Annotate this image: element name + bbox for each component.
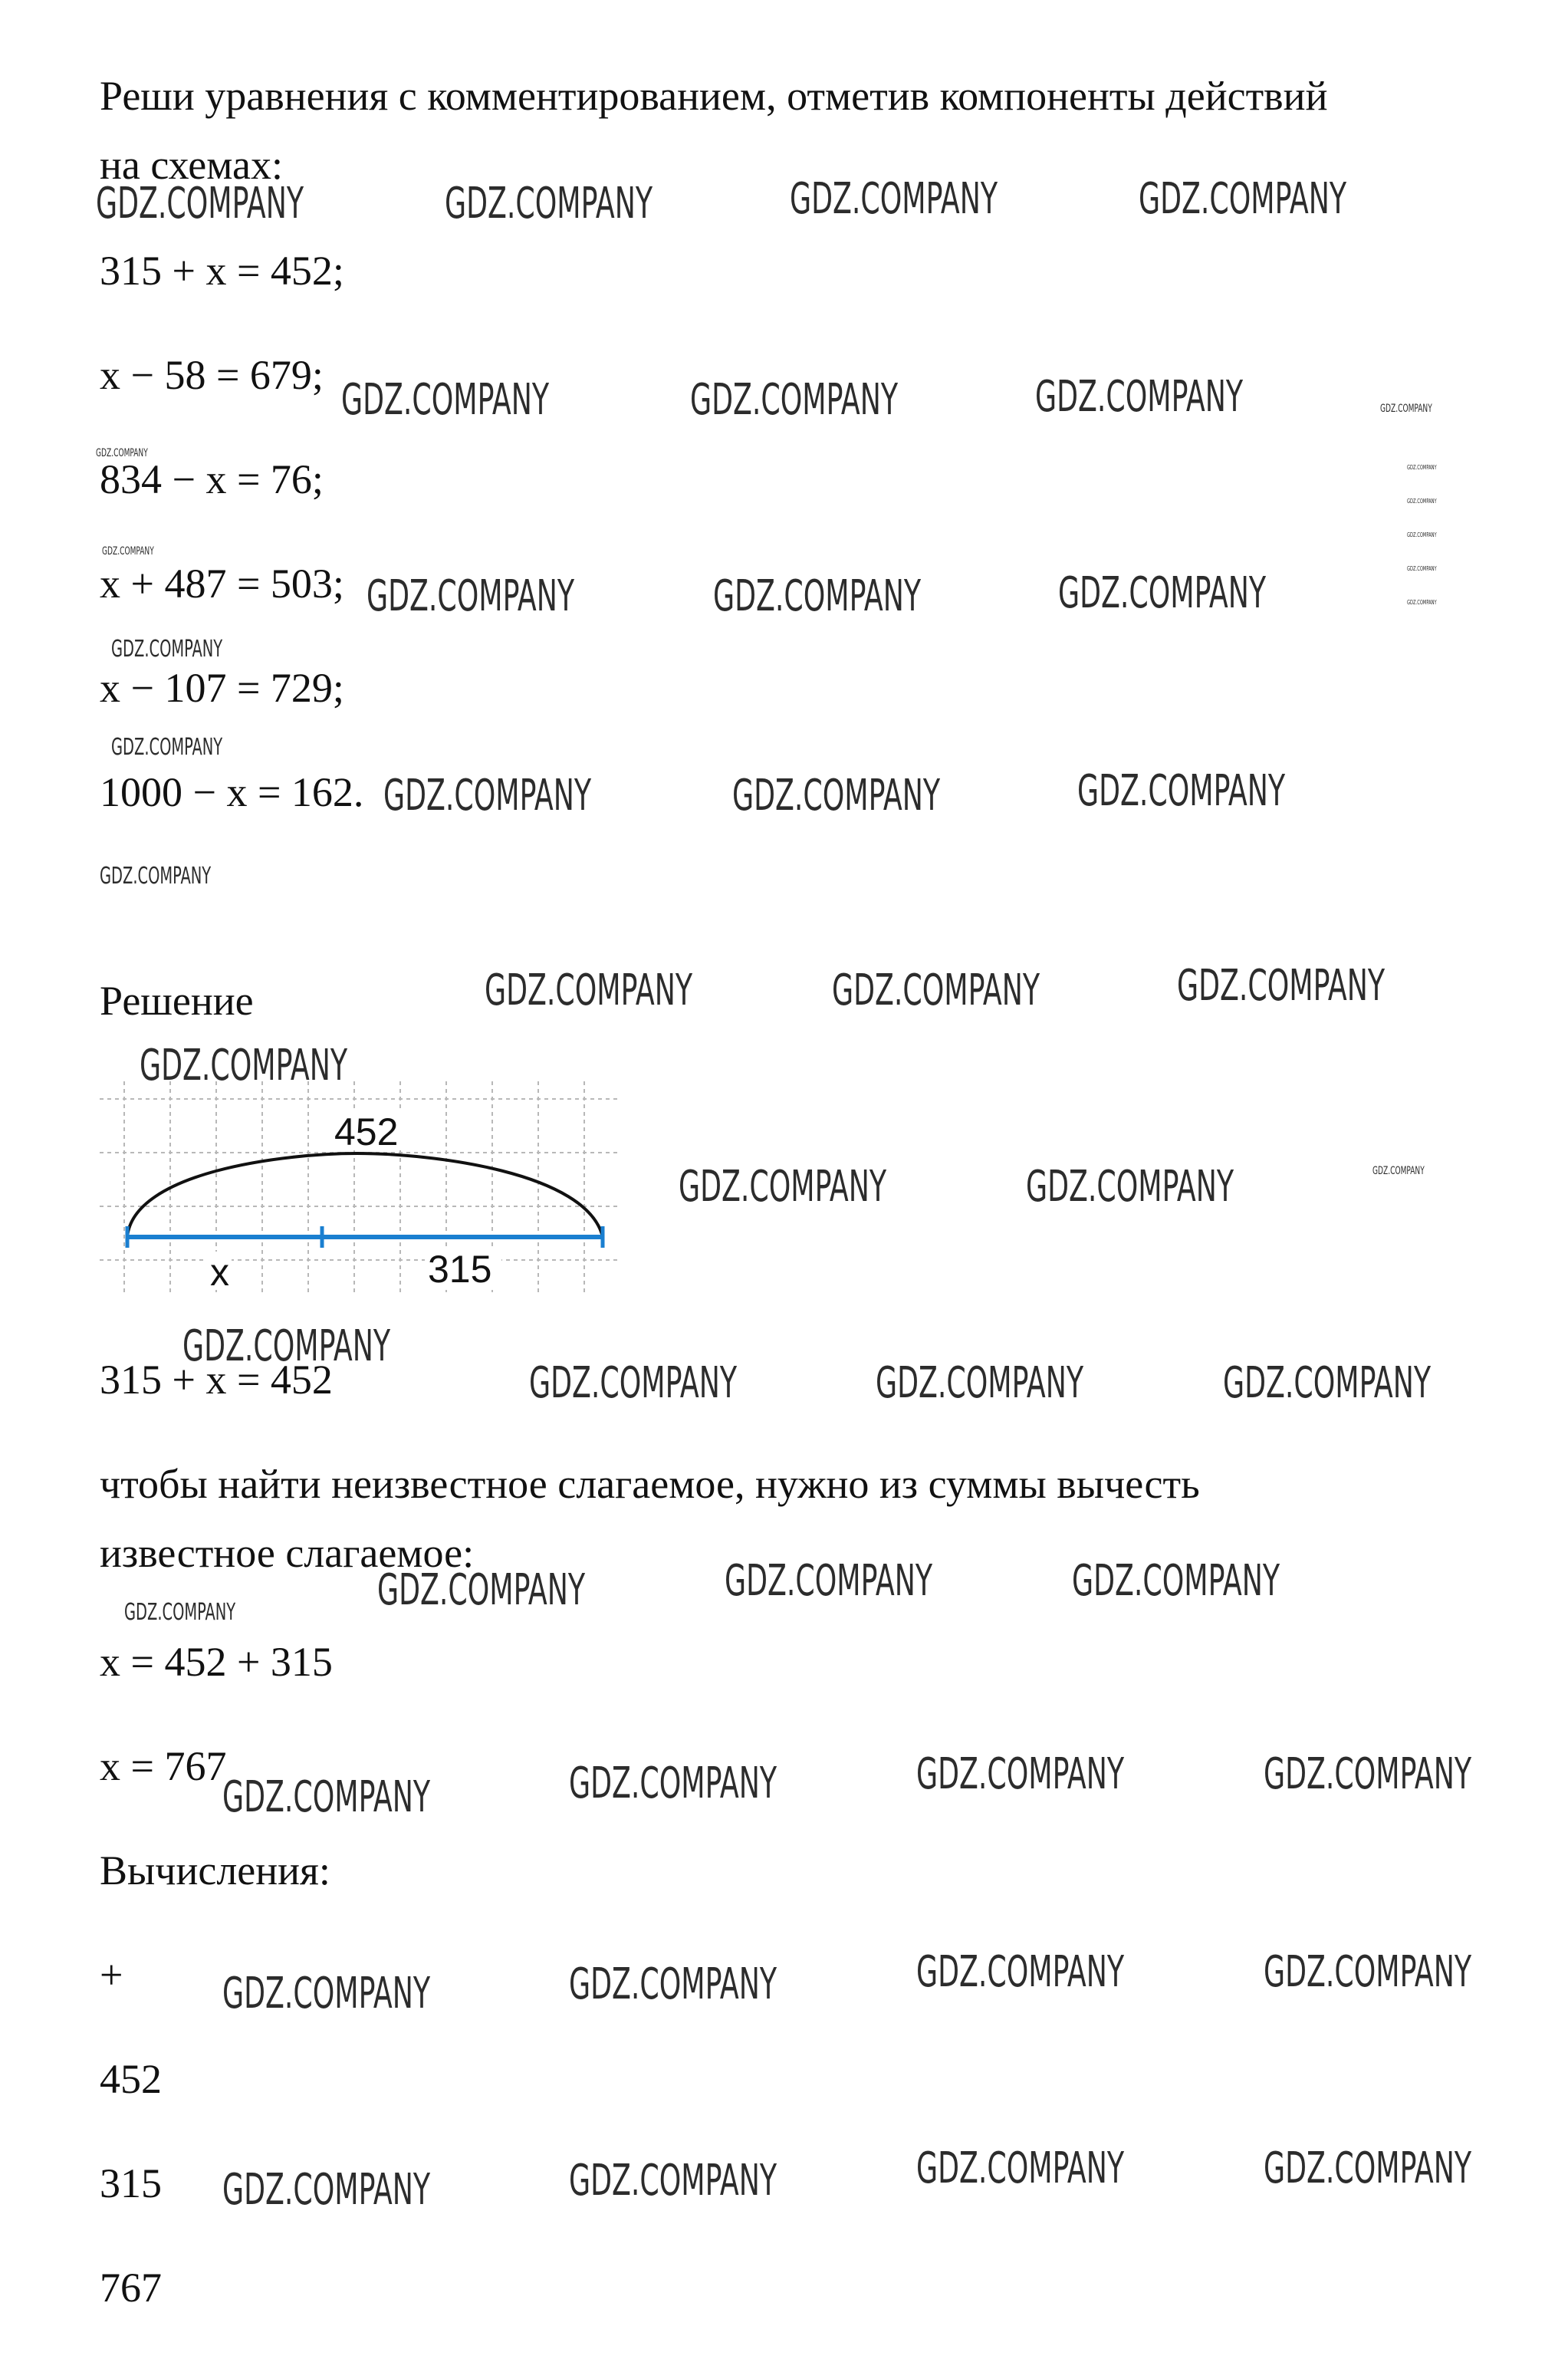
watermark: GDZ.COMPANY xyxy=(377,1565,585,1615)
watermark: GDZ.COMPANY xyxy=(1264,2143,1471,2193)
watermark: GDZ.COMPANY xyxy=(1058,568,1266,618)
watermark: GDZ.COMPANY xyxy=(367,571,574,621)
solution-heading: Решение xyxy=(100,978,254,1024)
watermark: GDZ.COMPANY xyxy=(445,179,653,229)
watermark: GDZ.COMPANY xyxy=(1035,372,1243,422)
solution-step-1: x = 452 + 315 xyxy=(100,1639,333,1685)
sum-scheme-diagram xyxy=(100,1074,636,1304)
known-part-label: 315 xyxy=(428,1248,492,1291)
watermark: GDZ.COMPANY xyxy=(569,1959,777,2009)
watermark: GDZ.COMPANY xyxy=(341,375,549,425)
solution-equation: 315 + x = 452 xyxy=(100,1357,333,1403)
watermark: GDZ.COMPANY xyxy=(383,771,591,821)
watermark: GDZ.COMPANY xyxy=(1223,1358,1431,1408)
watermark: GDZ.COMPANY xyxy=(790,174,998,224)
solution-step-2: x = 767 xyxy=(100,1743,227,1789)
watermark: GDZ.COMPANY xyxy=(1372,1165,1425,1177)
watermark: GDZ.COMPANY xyxy=(222,1772,430,1822)
watermark: GDZ.COMPANY xyxy=(1407,599,1437,606)
watermark: GDZ.COMPANY xyxy=(1407,531,1437,538)
watermark: GDZ.COMPANY xyxy=(529,1358,737,1408)
equation-5: x − 107 = 729; xyxy=(100,665,344,711)
watermark: GDZ.COMPANY xyxy=(96,179,304,229)
watermark: GDZ.COMPANY xyxy=(569,1758,777,1808)
rule-line-2: известное слагаемое: xyxy=(100,1530,475,1576)
watermark: GDZ.COMPANY xyxy=(111,636,223,663)
equation-3: 834 − x = 76; xyxy=(100,456,324,502)
watermark: GDZ.COMPANY xyxy=(222,1969,430,2018)
watermark: GDZ.COMPANY xyxy=(832,966,1040,1015)
watermark: GDZ.COMPANY xyxy=(690,375,898,425)
watermark: GDZ.COMPANY xyxy=(1264,1749,1471,1799)
watermark: GDZ.COMPANY xyxy=(916,1749,1124,1799)
watermark: GDZ.COMPANY xyxy=(222,2165,430,2215)
watermark: GDZ.COMPANY xyxy=(485,966,692,1015)
equation-6: 1000 − x = 162. xyxy=(100,769,364,815)
watermark: GDZ.COMPANY xyxy=(1139,174,1346,224)
calc-addend-1: 452 xyxy=(100,2056,162,2102)
equation-1: 315 + x = 452; xyxy=(100,248,344,294)
watermark: GDZ.COMPANY xyxy=(916,1947,1124,1997)
watermark: GDZ.COMPANY xyxy=(96,447,148,459)
watermark: GDZ.COMPANY xyxy=(713,571,921,621)
task-line-1: Реши уравнения с комментированием, отметив компоненты действий xyxy=(100,73,1328,119)
watermark: GDZ.COMPANY xyxy=(1380,403,1432,415)
watermark: GDZ.COMPANY xyxy=(1407,565,1437,572)
watermark: GDZ.COMPANY xyxy=(140,1041,347,1091)
watermark: GDZ.COMPANY xyxy=(569,2156,777,2206)
unknown-part-label: x xyxy=(210,1251,229,1294)
task-line-2: на схемах: xyxy=(100,142,284,188)
rule-line-1: чтобы найти неизвестное слагаемое, нужно из суммы вычесть xyxy=(100,1461,1200,1507)
calc-result: 767 xyxy=(100,2265,162,2311)
watermark: GDZ.COMPANY xyxy=(876,1358,1083,1408)
whole-arc xyxy=(127,1153,603,1237)
calc-operator: + xyxy=(100,1952,123,1998)
watermark: GDZ.COMPANY xyxy=(1177,961,1385,1011)
calc-addend-2: 315 xyxy=(100,2160,162,2206)
equation-2: x − 58 = 679; xyxy=(100,352,324,398)
whole-label: 452 xyxy=(334,1110,399,1153)
watermark: GDZ.COMPANY xyxy=(732,771,940,821)
watermark: GDZ.COMPANY xyxy=(102,545,154,558)
equation-4: x + 487 = 503; xyxy=(100,561,344,607)
watermark: GDZ.COMPANY xyxy=(1407,498,1437,505)
watermark: GDZ.COMPANY xyxy=(725,1556,932,1606)
watermark: GDZ.COMPANY xyxy=(1072,1556,1280,1606)
watermark: GDZ.COMPANY xyxy=(111,734,223,761)
watermark: GDZ.COMPANY xyxy=(1407,464,1437,471)
watermark: GDZ.COMPANY xyxy=(1264,1947,1471,1997)
watermark: GDZ.COMPANY xyxy=(916,2143,1124,2193)
watermark: GDZ.COMPANY xyxy=(100,863,212,890)
watermark: GDZ.COMPANY xyxy=(124,1599,236,1626)
calculations-heading: Вычисления: xyxy=(100,1847,330,1893)
watermark: GDZ.COMPANY xyxy=(1077,766,1285,816)
watermark: GDZ.COMPANY xyxy=(679,1162,886,1212)
watermark: GDZ.COMPANY xyxy=(1026,1162,1234,1212)
watermark: GDZ.COMPANY xyxy=(182,1321,390,1371)
